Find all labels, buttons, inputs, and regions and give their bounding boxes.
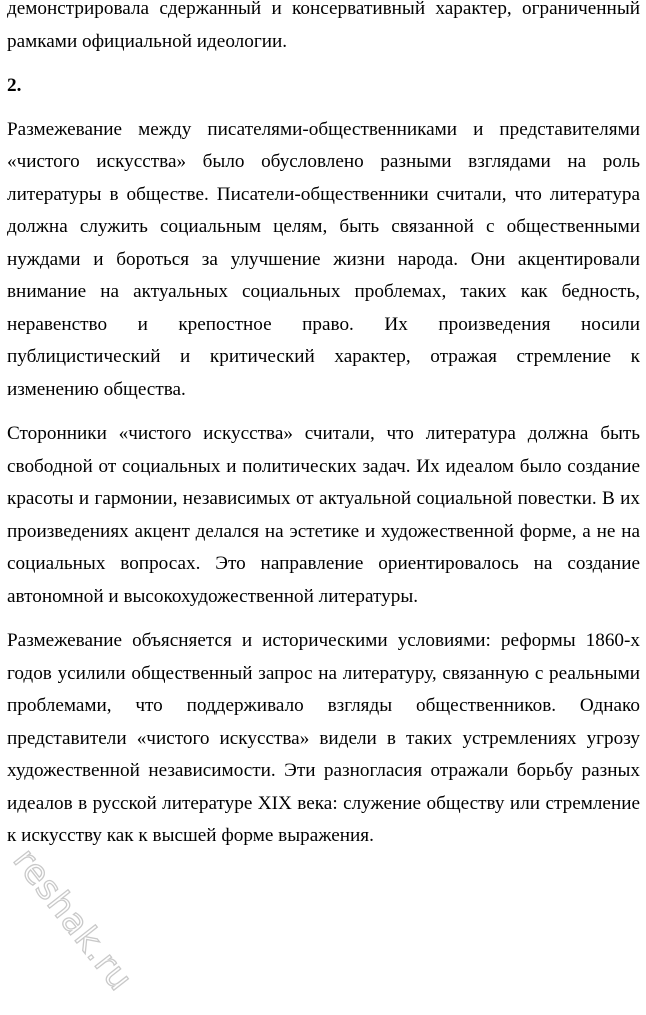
paragraph-1: Размежевание между писателями-общественниками и представителями «чистого искусства» было обусловлено разными взглядами на роль литературы в обществе. Писатели-общественники считали, что литература должна служить социальным целям, быть связанной с общественными нуждами и бороться за улучшение жизни народа. Они акцентировали внимание на актуальных социальных проблемах, таких как бедность, неравенство и крепостное право. Их произведения носили публицистический и критический характер, отражая стремление к изменению общества. [7,118,640,400]
section-number: 2. [7,75,22,96]
document-page [7,0,640,865]
paragraph-3: Размежевание объясняется и историческими условиями: реформы 1860-х годов усилили общественный запрос на литературу, связанную с реальными проблемами, что поддерживало взгляды общественников. Однако представители «чистого искусства» видели в таких устремлениях угрозу художественной независимости. Эти разногласия отражали борьбу разных идеалов в русской литературе XIX века: служение обществу или стремление к искусству как к высшей форме выражения. [7,630,640,846]
svg-text:reshak.ru: reshak.ru [4,840,141,999]
intro-paragraph: демонстрировала сдержанный и консервативный характер, ограниченный рамками официальной идеологии. [7,0,640,52]
paragraph-2: Сторонники «чистого искусства» считали, что литература должна быть свободной от социальных и политических задач. Их идеалом было создание красоты и гармонии, независимых от актуальной социальной повестки. В их произведениях акцент делался на эстетике и художественной форме, а не на социальных вопросах. Это направление ориентировалось на создание автономной и высокохудожественной литературы. [7,423,640,607]
